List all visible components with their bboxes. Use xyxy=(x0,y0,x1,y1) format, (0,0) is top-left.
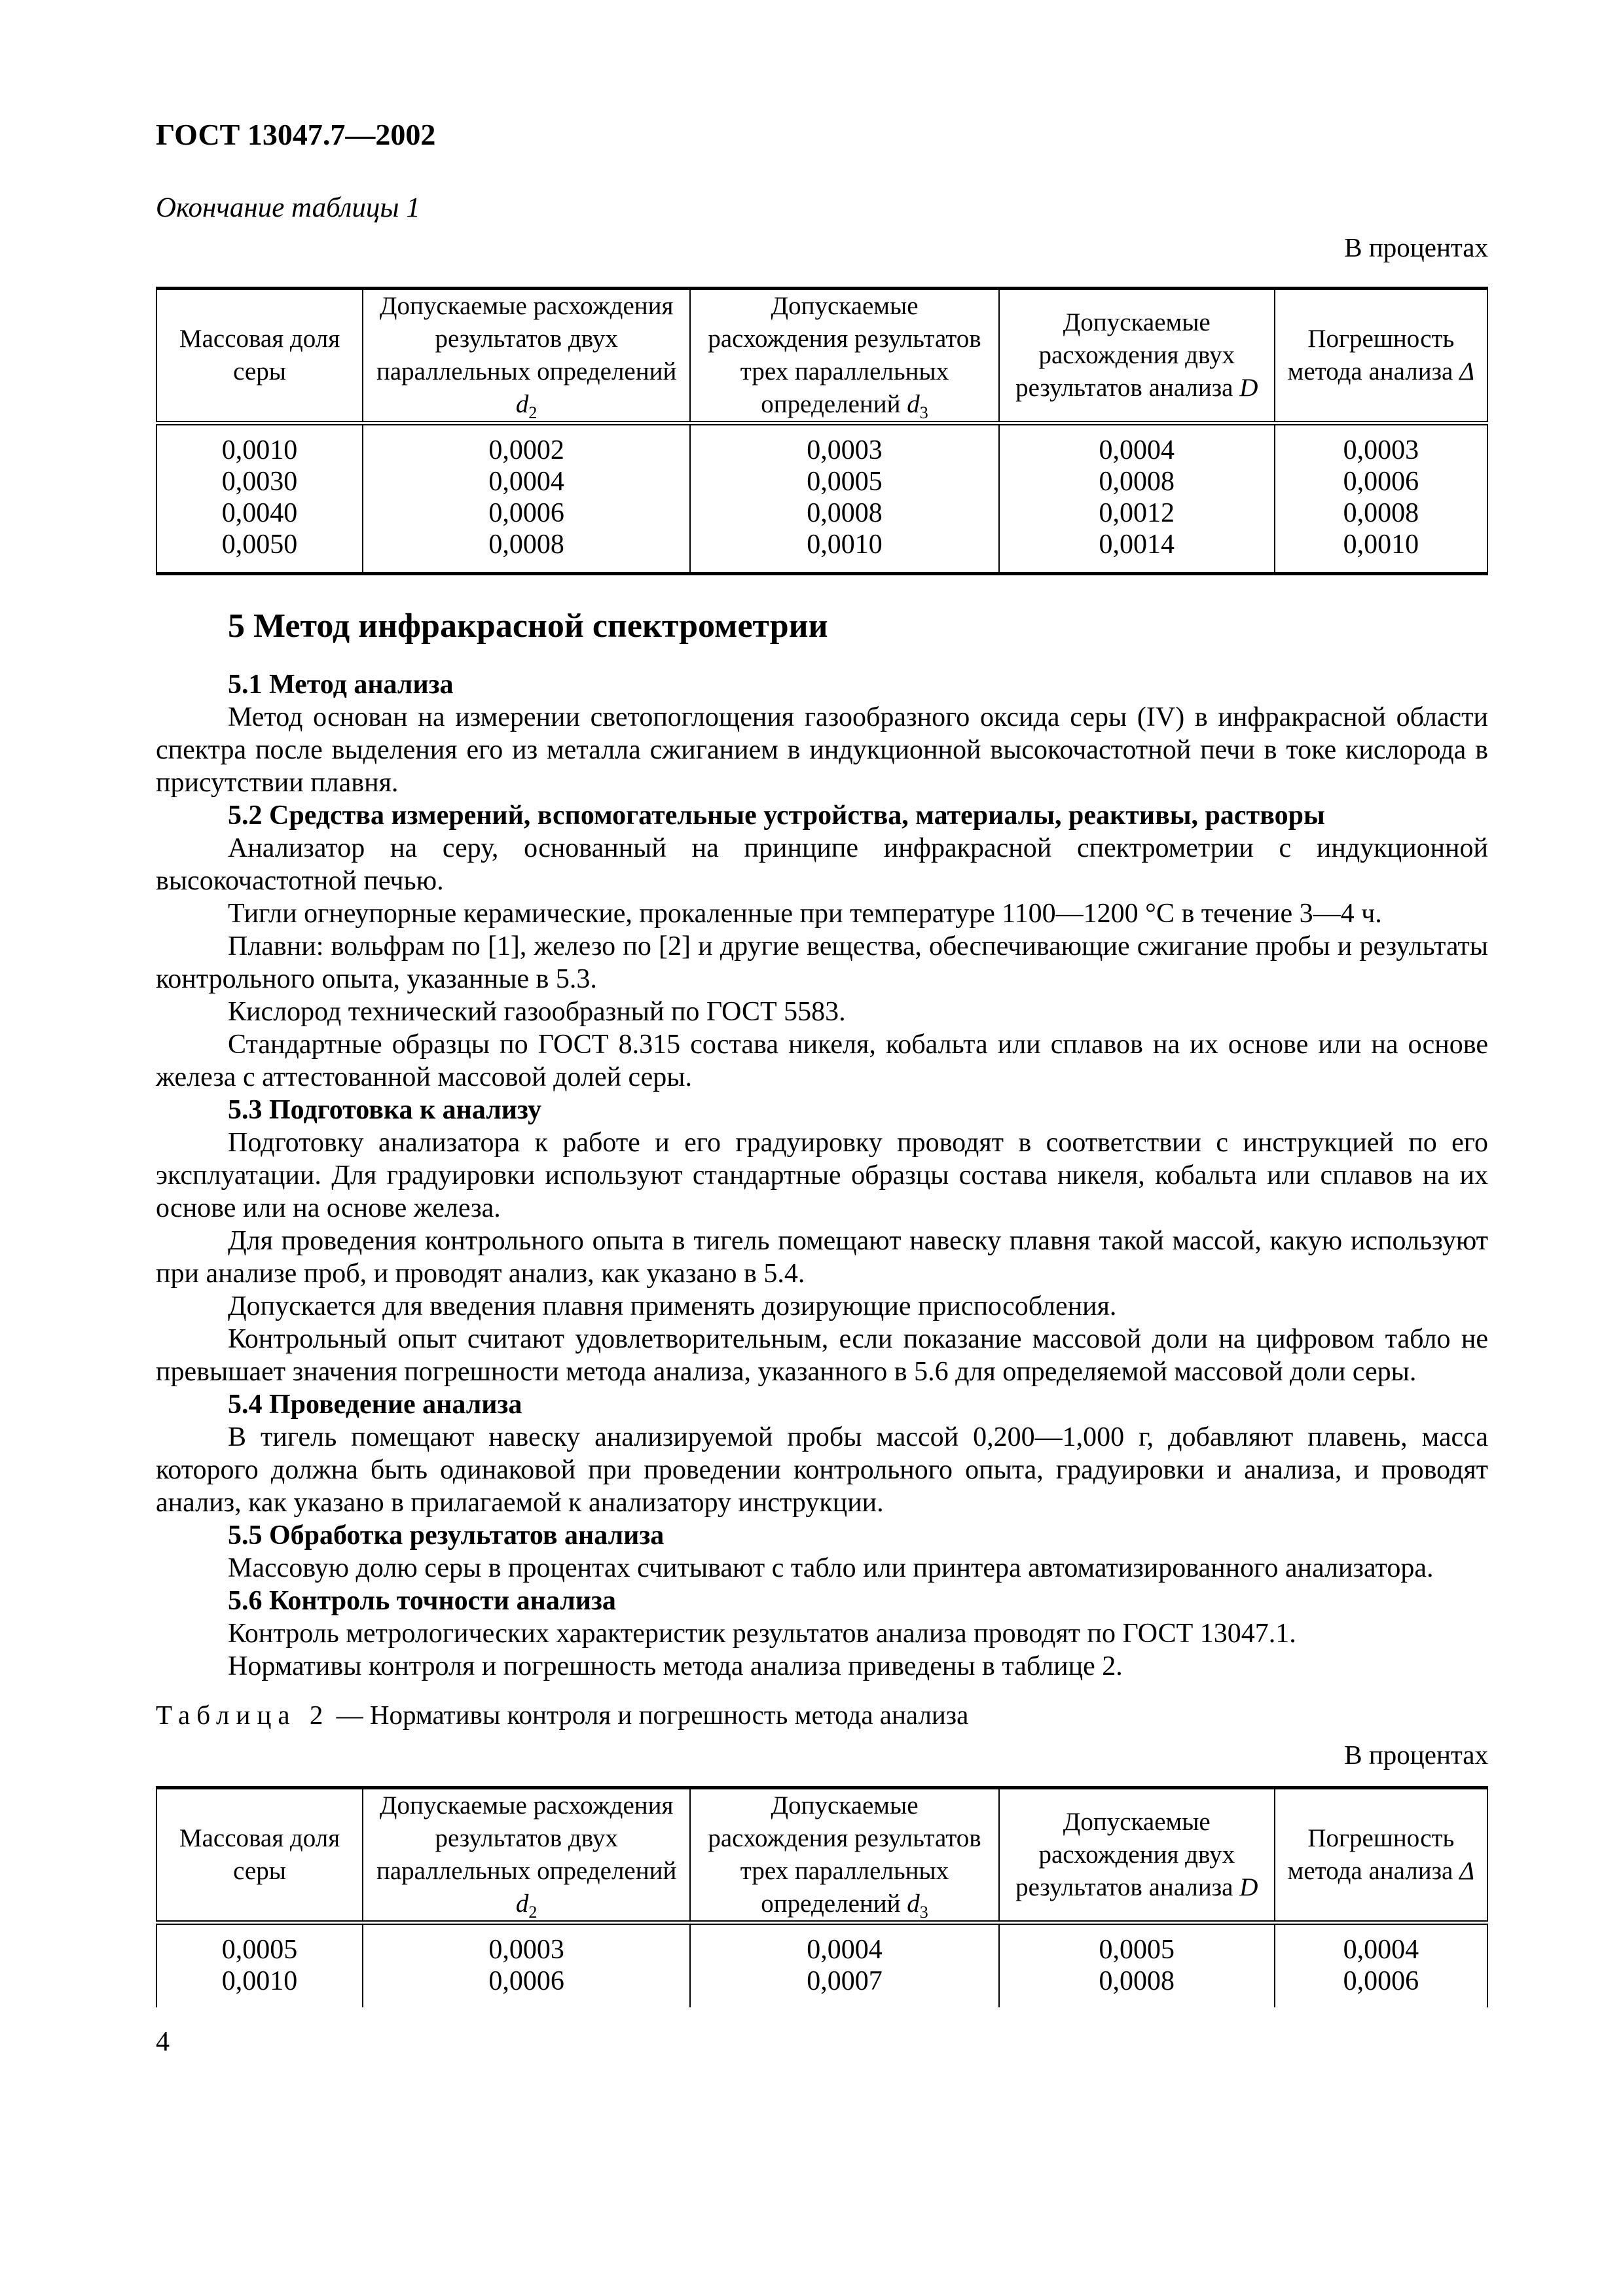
table-cell: 0,0006 xyxy=(363,497,690,529)
table1-continuation-caption: Окончание таблицы 1 xyxy=(156,192,420,223)
table1-body xyxy=(156,423,1487,574)
column-header-d2: Допускаемые расхождения результатов двух параллельных определений $d_2$ xyxy=(363,1788,690,1923)
table-cell: 0,0007 xyxy=(690,1965,999,2007)
table-cell: 0,0008 xyxy=(999,466,1275,497)
table2-caption xyxy=(156,1698,1488,1731)
table-cell: 0,0014 xyxy=(999,529,1275,574)
heading-5-1: 5.1 Метод анализа xyxy=(228,670,454,700)
column-header-D: Допускаемые расхождения двух результатов анализа D xyxy=(999,289,1275,423)
paragraph: Для проведения контрольного опыта в тигель помещают навеску плавня такой массой, какую используют при анализе проб, и проводят анализ, как указано в 5.4. xyxy=(156,1226,1488,1289)
table-cell: 0,0002 xyxy=(363,423,690,467)
table2-caption-title: Нормативы контроля и погрешность метода анализа xyxy=(369,1700,969,1730)
table-row xyxy=(156,529,1487,574)
table-cell: 0,0008 xyxy=(363,529,690,574)
table-cell: 0,0050 xyxy=(156,529,363,574)
table-cell: 0,0006 xyxy=(1275,1965,1487,2007)
table-header-row xyxy=(156,289,1487,423)
table-cell: 0,0008 xyxy=(1275,497,1487,529)
heading-5-2: 5.2 Средства измерений, вспомогательные устройства, материалы, реактивы, растворы xyxy=(228,800,1325,831)
paragraph: Массовую долю серы в процентах считывают с табло или принтера автоматизированного анализатора. xyxy=(228,1553,1434,1583)
table-cell: 0,0004 xyxy=(999,423,1275,467)
standard-number-header: ГОСТ 13047.7—2002 xyxy=(156,118,436,151)
column-header-d3: Допускаемые расхождения результатов трех параллельных определений $d_3$ xyxy=(690,289,999,423)
heading-5-3: 5.3 Подготовка к анализу xyxy=(228,1095,541,1125)
table-cell: 0,0008 xyxy=(999,1965,1275,2007)
table-row xyxy=(156,423,1487,467)
table-cell: 0,0010 xyxy=(156,1965,363,2007)
table1-units-label: В процентах xyxy=(1344,232,1488,262)
table-cell: 0,0010 xyxy=(690,529,999,574)
paragraph: В тигель помещают навеску анализируемой пробы массой 0,200—1,000 г, добавляют плавень, масса которого должна быть одинаковой при проведении контрольного опыта, градуировки и анализа, и проводят анализ, как указано в прилагаемой к анализатору инструкции. xyxy=(156,1422,1488,1518)
paragraph: Подготовку анализатора к работе и его градуировку проводят в соответствии с инструкцией по его эксплуатации. Для градуировки используют стандартные образцы состава никеля, кобальта или сплавов на их основе или на основе железа. xyxy=(156,1128,1488,1223)
table-cell: 0,0005 xyxy=(690,466,999,497)
table-cell: 0,0005 xyxy=(156,1923,363,1966)
column-header-mass-fraction: Массовая доля серы xyxy=(156,289,363,423)
paragraph: Метод основан на измерении светопоглощения газообразного оксида серы (IV) в инфракрасной области спектра после выделения его из металла сжиганием в индукционной высокочастотной печи в токе кислорода в присутствии плавня. xyxy=(156,702,1488,798)
section-5-body xyxy=(156,668,1488,1683)
table2-units-label: В процентах xyxy=(1344,1740,1488,1770)
paragraph: Анализатор на серу, основанный на принципе инфракрасной спектрометрии с индукционной высокочастотной печью. xyxy=(156,833,1488,896)
table-cell: 0,0004 xyxy=(363,466,690,497)
heading-5-4: 5.4 Проведение анализа xyxy=(228,1390,522,1420)
table-cell: 0,0006 xyxy=(1275,466,1487,497)
column-header-d2: Допускаемые расхождения результатов двух параллельных определений $d_2$ xyxy=(363,289,690,423)
table2-header xyxy=(156,1788,1487,1923)
paragraph: Контроль метрологических характеристик результатов анализа проводят по ГОСТ 13047.1. xyxy=(228,1619,1296,1649)
table-cell: 0,0005 xyxy=(999,1923,1275,1966)
column-header-D: Допускаемые расхождения двух результатов анализа D xyxy=(999,1788,1275,1923)
paragraph: Плавни: вольфрам по [1], железо по [2] и другие вещества, обеспечивающие сжигание пробы и результаты контрольного опыта, указанные в 5.3. xyxy=(156,931,1488,994)
table2-body xyxy=(156,1923,1487,2008)
table-cell: 0,0012 xyxy=(999,497,1275,529)
table-cell: 0,0006 xyxy=(363,1965,690,2007)
paragraph: Стандартные образцы по ГОСТ 8.315 состава никеля, кобальта или сплавов на их основе или на основе железа с аттестованной массовой долей серы. xyxy=(156,1030,1488,1092)
page-number: 4 xyxy=(156,2027,170,2057)
paragraph: Допускается для введения плавня применять дозирующие приспособления. xyxy=(228,1291,1117,1321)
table1-header xyxy=(156,289,1487,423)
table-cell: 0,0030 xyxy=(156,466,363,497)
column-header-delta: Погрешность метода анализа Δ xyxy=(1275,289,1487,423)
column-header-d3: Допускаемые расхождения результатов трех параллельных определений $d_3$ xyxy=(690,1788,999,1923)
table-cell: 0,0004 xyxy=(1275,1923,1487,1966)
table-row xyxy=(156,497,1487,529)
column-header-mass-fraction: Массовая доля серы xyxy=(156,1788,363,1923)
table-row xyxy=(156,1923,1487,1966)
column-header-delta: Погрешность метода анализа Δ xyxy=(1275,1788,1487,1923)
table-row xyxy=(156,1965,1487,2007)
table2 xyxy=(156,1786,1488,2007)
paragraph: Кислород технический газообразный по ГОСТ 5583. xyxy=(228,997,846,1027)
table-cell: 0,0003 xyxy=(690,423,999,467)
table2-caption-dash: — xyxy=(336,1700,363,1730)
paragraph: Контрольный опыт считают удовлетворительным, если показание массовой доли на цифровом табло не превышает значения погрешности метода анализа, указанного в 5.6 для определяемой массовой доли серы. xyxy=(156,1324,1488,1387)
table-cell: 0,0008 xyxy=(690,497,999,529)
heading-5-5: 5.5 Обработка результатов анализа xyxy=(228,1520,665,1551)
paragraph: Тигли огнеупорные керамические, прокаленные при температуре 1100—1200 °С в течение 3—4 ч. xyxy=(228,899,1382,929)
table1 xyxy=(156,287,1488,575)
section-5-heading: 5 Метод инфракрасной спектрометрии xyxy=(228,607,828,645)
table-row xyxy=(156,466,1487,497)
table-header-row xyxy=(156,1788,1487,1923)
table-cell: 0,0003 xyxy=(1275,423,1487,467)
table-cell: 0,0003 xyxy=(363,1923,690,1966)
table-cell: 0,0010 xyxy=(1275,529,1487,574)
heading-5-6: 5.6 Контроль точности анализа xyxy=(228,1586,616,1616)
table-cell: 0,0004 xyxy=(690,1923,999,1966)
table-cell: 0,0040 xyxy=(156,497,363,529)
table2-caption-label: Таблица 2 xyxy=(156,1700,330,1730)
table-cell: 0,0010 xyxy=(156,423,363,467)
paragraph: Нормативы контроля и погрешность метода анализа приведены в таблице 2. xyxy=(228,1651,1123,1681)
